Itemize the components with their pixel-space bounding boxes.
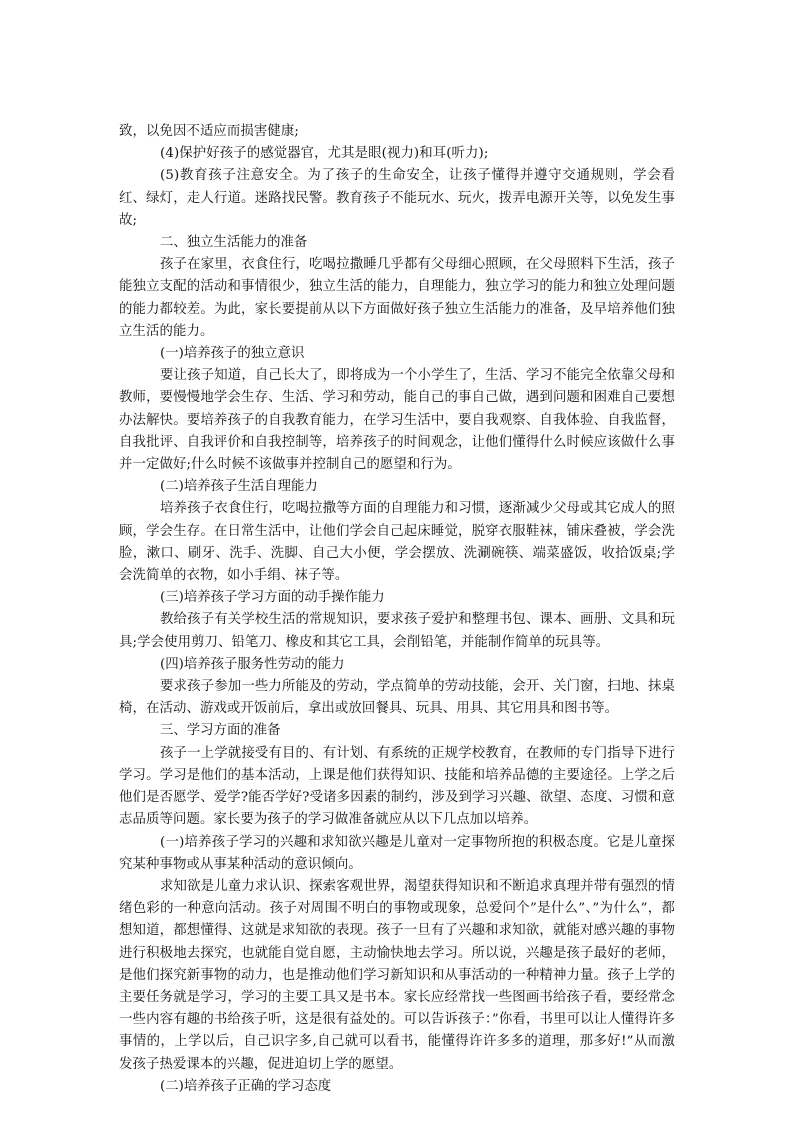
paragraph-text: 培养孩子衣食住行，吃喝拉撒等方面的自理能力和习惯，逐渐减少父母或其它成人的照顾，学会生存。在日常生活中，让他们学会自己起床睡觉，脱穿衣服鞋袜，铺床叠被，学会洗脸，漱口、刷牙、洗手、洗脚、自己大小便，学会摆放、洗涮碗筷、端菜盛饭，收拾饭桌;学会洗简单的衣物，如小手绢、袜子等。	[119, 501, 675, 584]
subsection-heading: (一)培养孩子的独立意识	[160, 346, 305, 362]
paragraph-text: 孩子在家里，衣食住行，吃喝拉撒睡几乎都有父母细心照顾，在父母照料下生活，孩子能独立支配的活动和事情很少，独立生活的能力，自理能力，独立学习的能力和独立处理问题的能力都较差。为此，家长要提前从以下方面做好孩子独立生活能力的准备，及早培养他们独立生活的能力。	[119, 257, 675, 339]
section-heading: 三、学习方面的准备	[160, 723, 281, 739]
paragraph-text: 求知欲是儿童力求认识、探索客观世界，渴望获得知识和不断追求真理并带有强烈的情绪色彩的一种意向活动。孩子对周围不明白的事物或现象，总爱问个”是什么”、”为什么”，都想知道，都想懂得、这就是求知欲的表现。孩子一旦有了兴趣和求知欲，就能对感兴趣的事物进行积极地去探究，也就能自觉自愿，主动愉快地去学习。所以说，兴趣是孩子最好的老师，是他们探究新事物的动力，也是推动他们学习新知识和从事活动的一种精神力量。孩子上学的主要任务就是学习，学习的主要工具又是书本。家长应经常找一些图画书给孩子看，要经常念一些内容有趣的书给孩子听，这是很有益处的。可以告诉孩子：”你看，书里可以让人懂得许多事情的，上学以后，自己识字多,自己就可以看书，能懂得许许多多的道理，那多好!”从而激发孩子热爱课本的兴趣，促进迫切上学的愿望。	[119, 878, 675, 1072]
section-heading: 二、独立生活能力的准备	[160, 235, 308, 251]
paragraph-text: 教给孩子有关学校生活的常规知识，要求孩子爱护和整理书包、课本、画册、文具和玩具;学会使用剪刀、铅笔刀、橡皮和其它工具，会削铅笔，并能制作简单的玩具等。	[119, 612, 675, 650]
document-page	[119, 121, 675, 1098]
paragraph-text: (5)教育孩子注意安全。为了孩子的生命安全，让孩子懂得并遵守交通规则，学会看红、绿灯，走人行道。迷路找民警。教育孩子不能玩水、玩火，拨弄电源开关等，以免发生事故;	[119, 168, 675, 228]
paragraph-text: 要求孩子参加一些力所能及的劳动，学点简单的劳动技能，会开、关门窗，扫地、抹桌椅，在活动、游戏或开饭前后，拿出或放回餐具、玩具、用具、其它用具和图书等。	[119, 679, 675, 717]
paragraph-text: (一)培养孩子学习的兴趣和求知欲兴趣是儿童对一定事物所抱的积极态度。它是儿童探究某种事物或从事某种活动的意识倾向。	[119, 834, 675, 872]
subsection-heading: (二)培养孩子生活自理能力	[160, 479, 318, 495]
paragraph-text: (4)保护好孩子的感觉器官，尤其是眼(视力)和耳(听力);	[160, 146, 489, 162]
paragraph-text: 要让孩子知道，自己长大了，即将成为一个小学生了，生活、学习不能完全依靠父母和教师，要慢慢地学会生存、生活、学习和劳动，能自己的事自己做，遇到问题和困难自己要想办法解快。要培养孩子的自我教育能力，在学习生活中，要自我观察、自我体验、自我监督，自我批评、自我评价和自我控制等，培养孩子的时间观念，让他们懂得什么时候应该做什么事并一定做好;什么时候不该做事并控制自己的愿望和行为。	[119, 368, 675, 473]
subsection-heading: (二)培养孩子正确的学习态度	[160, 1078, 332, 1094]
paragraph-text: 孩子一上学就接受有目的、有计划、有系统的正规学校教育，在教师的专门指导下进行学习。学习是他们的基本活动，上课是他们获得知识、技能和培养品德的主要途径。上学之后他们是否愿学、爱学?能否学好?受诸多因素的制约，涉及到学习兴趣、欲望、态度、习惯和意志品质等问题。家长要为孩子的学习做准备就应从以下几点加以培养。	[119, 745, 675, 828]
paragraph-text: 致，以免因不适应而损害健康;	[119, 124, 299, 139]
subsection-heading: (四)培养孩子服务性劳动的能力	[160, 656, 345, 672]
subsection-heading: (三)培养孩子学习方面的动手操作能力	[160, 590, 385, 606]
